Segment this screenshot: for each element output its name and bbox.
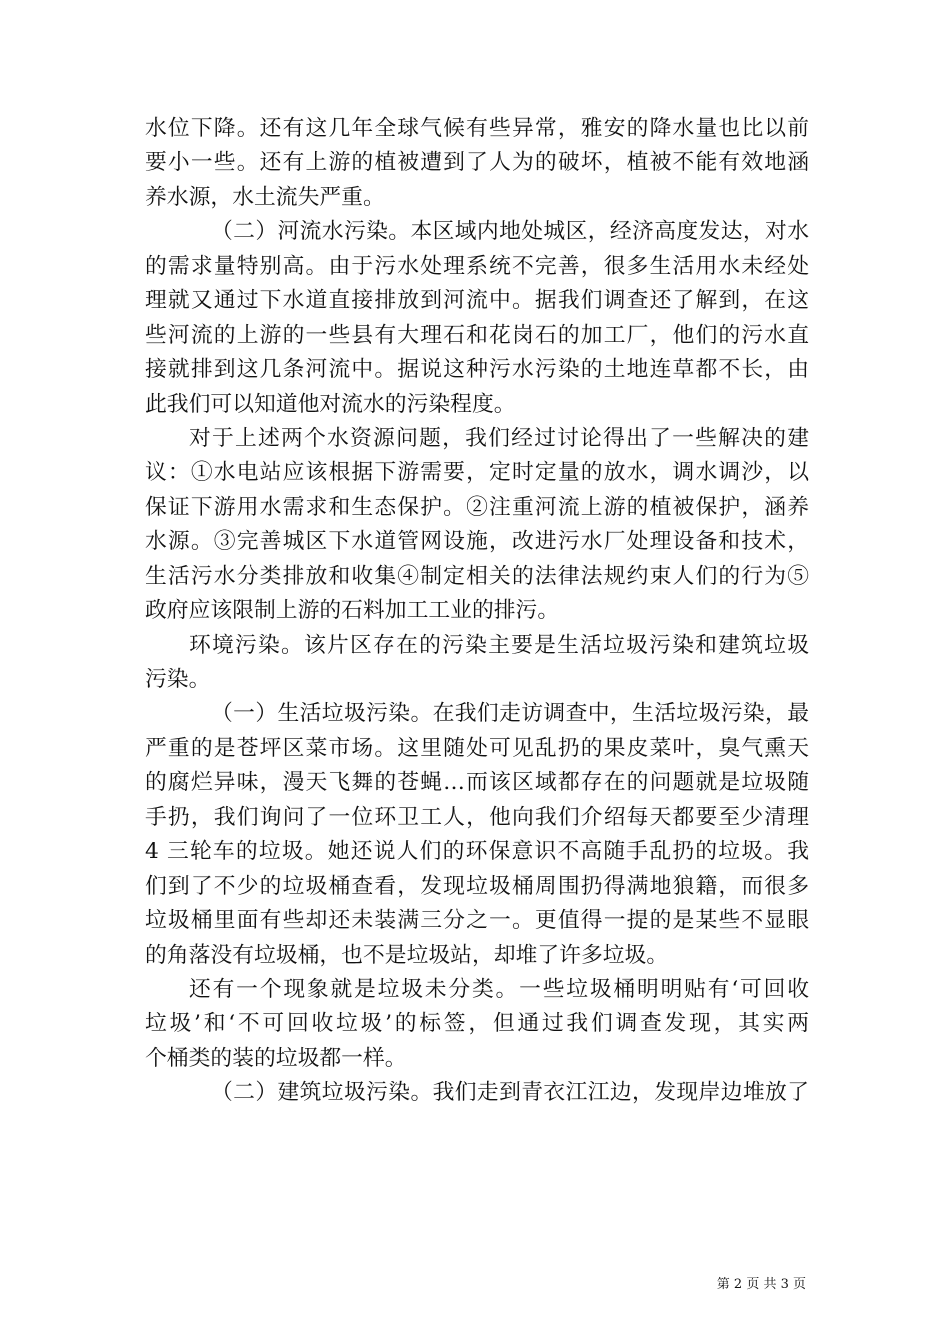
- text-line: 些河流的上游的一些县有大理石和花岗石的加工厂，他们的污水直: [145, 322, 809, 348]
- text-line: 垃圾’和‘不可回收垃圾’的标签，但通过我们调查发现，其实两: [145, 1011, 809, 1037]
- text-line: 生活污水分类排放和收集④制定相关的法律法规约束人们的行为⑤: [145, 563, 809, 589]
- text-line: 要小一些。还有上游的植被遭到了人为的破坏，植被不能有效地涵: [145, 150, 809, 176]
- text-line: 水位下降。还有这几年全球气候有些异常，雅安的降水量也比以前: [145, 116, 809, 141]
- text-line: （二）建筑垃圾污染。我们走到青衣江江边，发现岸边堆放了: [211, 1080, 809, 1106]
- text-line: 4 三轮车的垃圾。她还说人们的环保意识不高随手乱扔的垃圾。我: [145, 839, 809, 865]
- text-line: 接就排到这几条河流中。据说这种污水污染的土地连草都不长，由: [145, 357, 809, 383]
- text-line: 政府应该限制上游的石料加工工业的排污。: [145, 598, 560, 624]
- text-line: 垃圾桶里面有些却还未装满三分之一。更值得一提的是某些不显眼: [145, 908, 809, 934]
- text-line: （二）河流水污染。本区域内地处城区，经济高度发达，对水: [211, 219, 809, 245]
- text-line: 手扔，我们询问了一位环卫工人，他向我们介绍每天都要至少清理: [145, 804, 809, 830]
- text-line: 的腐烂异味，漫天飞舞的苍蝇…而该区域都存在的问题就是垃圾随: [145, 770, 809, 796]
- text-line: 严重的是苍坪区菜市场。这里随处可见乱扔的果皮菜叶，臭气熏天: [145, 735, 809, 761]
- text-line: 对于上述两个水资源问题，我们经过讨论得出了一些解决的建: [189, 425, 809, 451]
- text-line: 环境污染。该片区存在的污染主要是生活垃圾污染和建筑垃圾: [189, 632, 809, 658]
- text-line: 的需求量特别高。由于污水处理系统不完善，很多生活用水未经处: [145, 253, 809, 279]
- text-line: 理就又通过下水道直接排放到河流中。据我们调查还了解到，在这: [145, 288, 809, 314]
- text-line: （一）生活垃圾污染。在我们走访调查中，生活垃圾污染，最: [211, 701, 809, 727]
- text-line: 们到了不少的垃圾桶查看，发现垃圾桶周围扔得满地狼籍，而很多: [145, 873, 809, 899]
- text-line: 水源。③完善城区下水道管网设施，改进污水厂处理设备和技术，: [145, 529, 809, 555]
- page-number-footer: 第 2 页 共 3 页: [716, 1277, 806, 1292]
- text-line: 个桶类的装的垃圾都一样。: [145, 1045, 407, 1071]
- text-line: 养水源，水土流失严重。: [145, 184, 385, 210]
- document-body: [145, 112, 809, 1111]
- text-line: 议：①水电站应该根据下游需要，定时定量的放水，调水调沙，以: [145, 460, 809, 486]
- text-line: 的角落没有垃圾桶，也不是垃圾站，却堆了许多垃圾。: [145, 942, 669, 968]
- text-line: 此我们可以知道他对流水的污染程度。: [145, 391, 516, 417]
- text-line: 还有一个现象就是垃圾未分类。一些垃圾桶明明贴有‘可回收: [189, 976, 809, 1002]
- text-line: 保证下游用水需求和生态保护。②注重河流上游的植被保护，涵养: [145, 494, 809, 520]
- text-line: 污染。: [145, 667, 211, 692]
